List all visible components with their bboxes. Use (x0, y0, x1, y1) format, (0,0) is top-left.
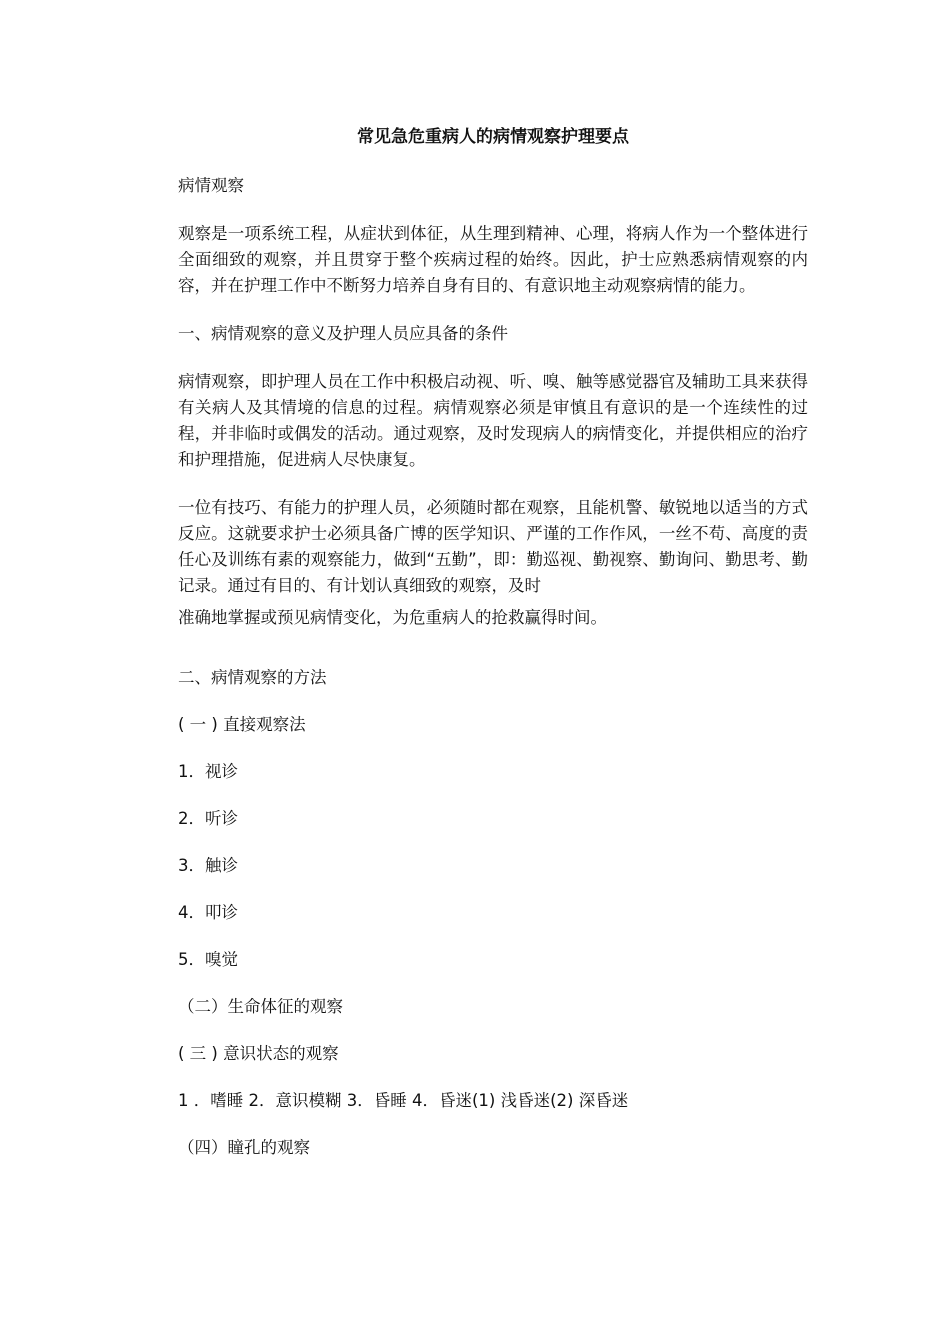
list-item: 1．视诊 (178, 762, 238, 781)
paragraph-nurse-requirements: 一位有技巧、有能力的护理人员，必须随时都在观察，且能机警、敏锐地以适当的方式反应。这就要求护士必须具备广博的医学知识、严谨的工作作风，一丝不苟、高度的责任心及训练有素的观察能力，做到“五勤”，即：勤巡视、勤视察、勤询问、勤思考、勤记录。通过有目的、有计划认真细致的观察，及时 (178, 498, 808, 595)
paragraph-observation-definition: 病情观察，即护理人员在工作中积极启动视、听、嗅、触等感觉器官及辅助工具来获得有关病人及其情境的信息的过程。病情观察必须是审慎且有意识的是一个连续性的过程，并非临时或偶发的活动。通过观察，及时发现病人的病情变化，并提供相应的治疗和护理措施，促进病人尽快康复。 (178, 372, 808, 469)
paragraph-nurse-requirements-end: 准确地掌握或预见病情变化，为危重病人的抢救赢得时间。 (178, 608, 607, 627)
list-item: 4．叩诊 (178, 903, 238, 922)
heading-significance: 一、病情观察的意义及护理人员应具备的条件 (178, 324, 508, 343)
intro-paragraph: 观察是一项系统工程，从症状到体征，从生理到精神、心理，将病人作为一个整体进行全面细致的观察，并且贯穿于整个疾病过程的始终。因此，护士应熟悉病情观察的内容，并在护理工作中不断努力培养自身有目的、有意识地主动观察病情的能力。 (178, 224, 808, 295)
list-item: 2．听诊 (178, 809, 238, 828)
heading-methods: 二、病情观察的方法 (178, 668, 327, 687)
list-item: 3．触诊 (178, 856, 238, 875)
consciousness-levels-line: 1 ．嗜睡 2．意识模糊 3．昏睡 4．昏迷(1) 浅昏迷(2) 深昏迷 (178, 1091, 629, 1110)
list-item: 5．嗅觉 (178, 950, 238, 969)
document-page (178, 120, 808, 1182)
subheading-pupil: （四）瞳孔的观察 (178, 1138, 310, 1157)
section-label: 病情观察 (178, 176, 244, 195)
document-title: 常见急危重病人的病情观察护理要点 (357, 127, 629, 147)
subheading-consciousness: ( 三 ) 意识状态的观察 (178, 1044, 339, 1063)
subheading-vital-signs: （二）生命体征的观察 (178, 997, 343, 1016)
subheading-direct-observation: ( 一 ) 直接观察法 (178, 715, 306, 734)
